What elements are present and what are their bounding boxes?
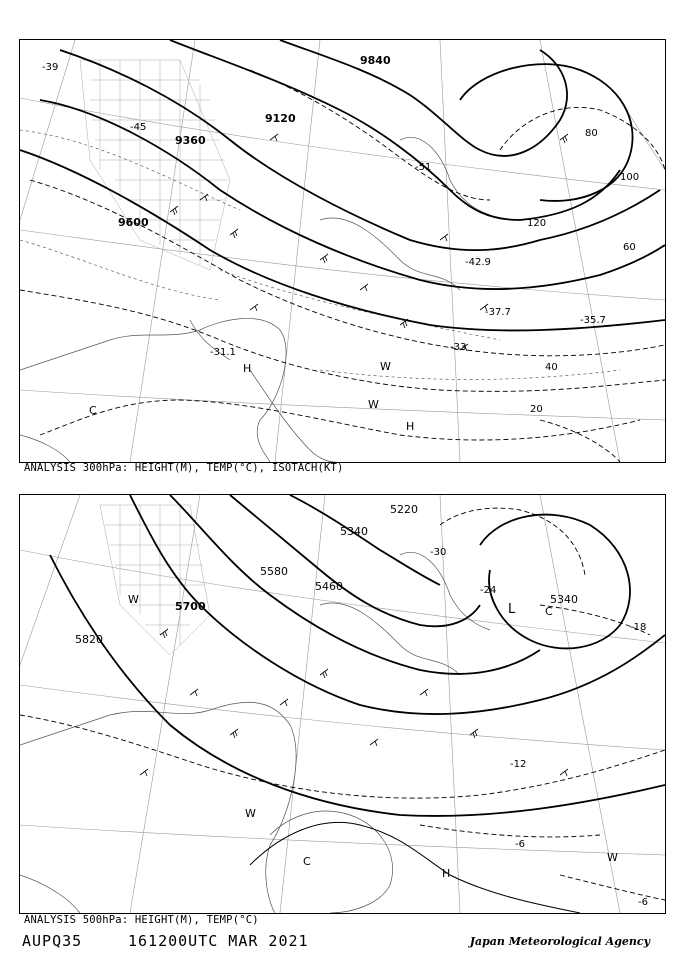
thickness-contour [250,822,580,913]
wind-barbs [170,134,568,351]
isotach-label-100: 100 [620,172,640,183]
isotherms [20,508,665,900]
graticule [20,495,665,913]
height-label-9360: 9360 [175,134,206,147]
height-label-5220: 5220 [390,503,418,516]
height-label-5340: 5340 [340,525,368,538]
agency-name: Japan Meteorological Agency [469,935,650,948]
temp-label: -37.7 [485,307,511,318]
height-label-5820: 5820 [75,633,103,646]
temp-label-minus24: -24 [480,585,497,596]
caption-500hpa: ANALYSIS 500hPa: HEIGHT(M), TEMP(°C) [24,914,259,926]
isotach-label-120: 120 [527,218,547,229]
height-label-5700: 5700 [175,600,206,613]
map-300hpa [19,39,666,463]
temp-label: -42.9 [465,257,491,268]
height-label-5460: 5460 [315,580,343,593]
height-label-5340-east: 5340 [550,593,578,606]
coastlines [20,552,490,913]
warm-center-symbol: W [245,807,256,820]
temp-label: -51 [415,162,432,173]
high-pressure-symbol: H [243,362,252,375]
isotherms [20,130,620,379]
analysis-datetime: 161200UTC MAR 2021 [128,932,309,950]
isotach-label-80: 80 [585,128,598,139]
height-label-9840: 9840 [360,54,391,67]
warm-center-symbol: W [368,398,379,411]
graticule [20,40,665,462]
cold-center-symbol: C [89,404,97,417]
temp-label: -33 [450,342,467,353]
temp-label-minus6: -6 [515,839,525,850]
warm-center-symbol: W [380,360,391,373]
height-label-9120: 9120 [265,112,296,125]
low-pressure-symbol: L [508,602,516,617]
warm-center-symbol: W [128,593,139,606]
high-pressure-symbol: H [442,867,451,880]
isotach-label-60: 60 [623,242,636,253]
cold-center-symbol: C [303,855,311,868]
warm-center-symbol: W [607,851,618,864]
temp-label: -31.1 [210,347,236,358]
isotachs [20,70,665,462]
caption-300hpa: ANALYSIS 300hPa: HEIGHT(M), TEMP(°C), ISOTACH(KT) [24,462,344,474]
temp-label-minus30: -30 [430,547,447,558]
temp-label-minus18: -18 [630,622,647,633]
temp-label: -45 [130,122,147,133]
height-label-5580: 5580 [260,565,288,578]
cold-center-symbol: C [545,605,553,618]
temp-label-minus6-east: -6 [638,897,648,908]
isotach-label-40: 40 [545,362,558,373]
isotach-label-20: 20 [530,404,543,415]
high-pressure-symbol: H [406,420,415,433]
hatched-region [100,505,210,655]
temp-label-minus12: -12 [510,759,527,770]
temp-label: -39 [42,62,59,73]
height-label-9600: 9600 [118,216,149,229]
map-500hpa [19,494,666,914]
height-contours [20,40,665,330]
chart-code: AUPQ35 [22,932,83,950]
temp-label: -35.7 [580,315,606,326]
